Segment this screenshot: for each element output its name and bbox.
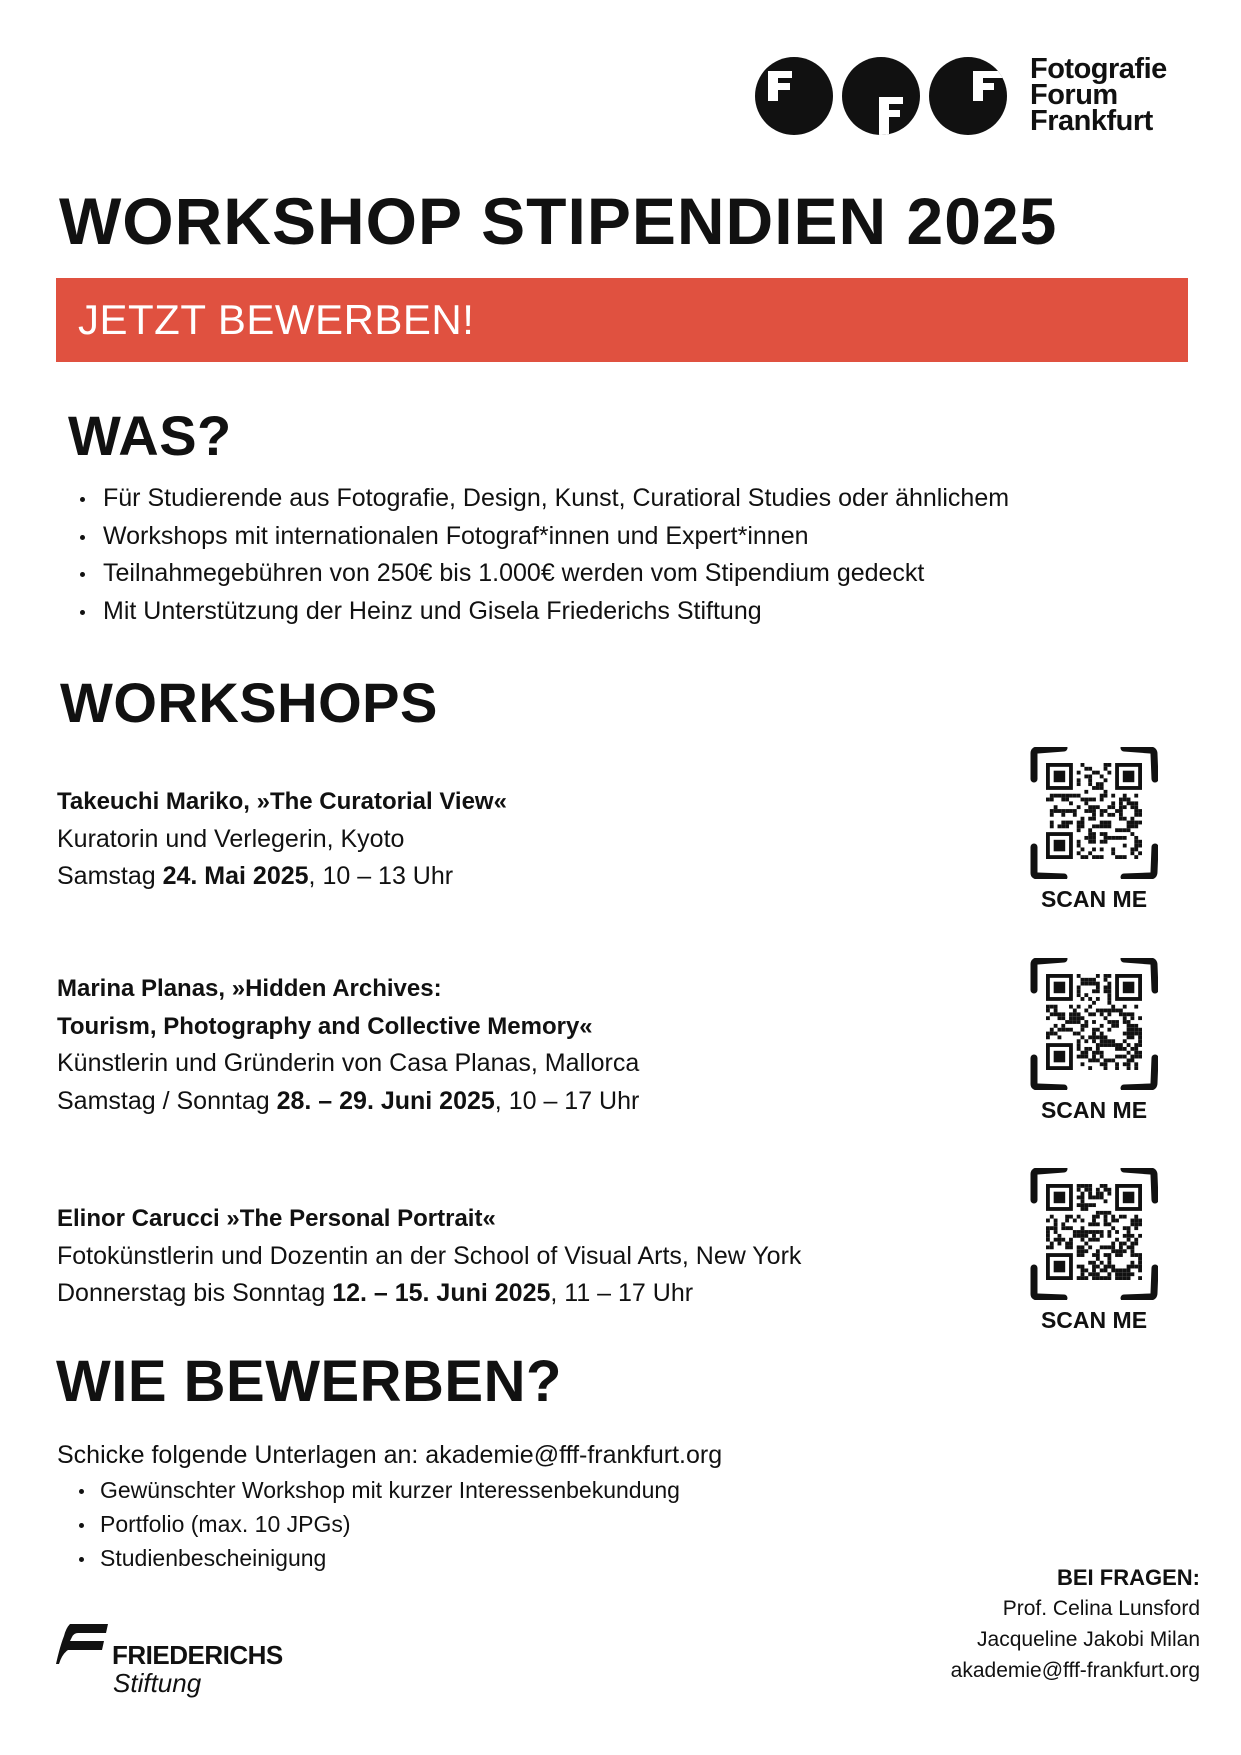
workshop-title: Elinor Carucci »The Personal Portrait« — [57, 1205, 496, 1232]
qr-pattern-icon — [1046, 1184, 1142, 1280]
workshop-date: Samstag 24. Mai 2025, 10 – 13 Uhr — [57, 862, 454, 890]
contact-line: Jacqueline Jakobi Milan — [977, 1628, 1200, 1651]
sponsor-name: FRIEDERICHS — [112, 1640, 283, 1670]
was-heading: WAS? — [68, 404, 232, 467]
was-list — [80, 480, 1009, 631]
page-title: WORKSHOP STIPENDIEN 2025 — [59, 184, 1058, 258]
scan-me-label: SCAN ME — [1040, 1097, 1148, 1123]
f-letter-icon — [755, 57, 833, 135]
apply-list — [77, 1473, 680, 1575]
contact-email[interactable]: akademie@fff-frankfurt.org — [950, 1659, 1200, 1682]
list-item: Teilnahmegebühren von 250€ bis 1.000€ werden vom Stipendium gedeckt — [80, 555, 1009, 593]
workshop-title: Marina Planas, »Hidden Archives: — [57, 975, 442, 1002]
fff-logo — [0, 0, 1241, 140]
list-item: Studienbescheinigung — [77, 1541, 680, 1575]
qr-code-1[interactable] — [1030, 747, 1158, 879]
list-item: Portfolio (max. 10 JPGs) — [77, 1507, 680, 1541]
workshop-title: Tourism, Photography and Collective Memory« — [57, 1012, 593, 1040]
sponsor-sub: Stiftung — [113, 1668, 202, 1698]
scan-me-label: SCAN ME — [1040, 1307, 1148, 1333]
workshop-date: Samstag / Sonntag 28. – 29. Juni 2025, 10 – 17 Uhr — [57, 1086, 640, 1115]
workshop-title: Takeuchi Mariko, »The Curatorial View« — [57, 788, 507, 815]
logo-line: Fotografie — [1030, 53, 1167, 85]
scan-me-label: SCAN ME — [1040, 886, 1148, 912]
logo-circle-3 — [929, 57, 1007, 135]
contact-block — [951, 1562, 1200, 1686]
f-letter-icon — [842, 57, 920, 135]
contact-heading: BEI FRAGEN: — [1057, 1565, 1200, 1590]
logo-line: Frankfurt — [1030, 105, 1153, 137]
qr-code-3[interactable] — [1030, 1168, 1158, 1300]
workshop-date: Donnerstag bis Sonntag 12. – 15. Juni 2025, 11 – 17 Uhr — [57, 1279, 694, 1307]
friederichs-logo-icon — [56, 1624, 112, 1664]
qr-pattern-icon — [1046, 763, 1142, 859]
workshop-role: Künstlerin und Gründerin von Casa Planas, Mallorca — [57, 1049, 640, 1077]
logo-circle-2 — [842, 57, 920, 135]
workshop-role: Fotokünstlerin und Dozentin an der School of Visual Arts, New York — [57, 1241, 802, 1270]
logo-line: Forum — [1030, 79, 1118, 111]
logo-wordmark — [1030, 53, 1230, 137]
list-item: Workshops mit internationalen Fotograf*innen und Expert*innen — [80, 518, 1009, 556]
f-letter-icon — [929, 57, 1007, 135]
apply-now-banner — [56, 278, 1188, 362]
list-item: Gewünschter Workshop mit kurzer Interessenbekundung — [77, 1473, 680, 1507]
qr-code-2[interactable] — [1030, 958, 1158, 1090]
workshop-entry — [57, 783, 507, 896]
logo-circle-1 — [755, 57, 833, 135]
list-item: Für Studierende aus Fotografie, Design, Kunst, Curatioral Studies oder ähnlichem — [80, 480, 1009, 518]
workshops-heading: WORKSHOPS — [60, 671, 438, 734]
workshop-entry — [57, 970, 639, 1120]
workshop-role: Kuratorin und Verlegerin, Kyoto — [57, 824, 405, 853]
apply-heading: WIE BEWERBEN? — [56, 1349, 562, 1414]
qr-pattern-icon — [1046, 974, 1142, 1070]
list-item: Mit Unterstützung der Heinz und Gisela Friederichs Stiftung — [80, 593, 1009, 631]
apply-intro: Schicke folgende Unterlagen an: akademie@fff-frankfurt.org — [57, 1441, 723, 1469]
banner-text: JETZT BEWERBEN! — [78, 296, 475, 343]
workshop-entry — [57, 1200, 801, 1313]
contact-line: Prof. Celina Lunsford — [1002, 1597, 1200, 1620]
